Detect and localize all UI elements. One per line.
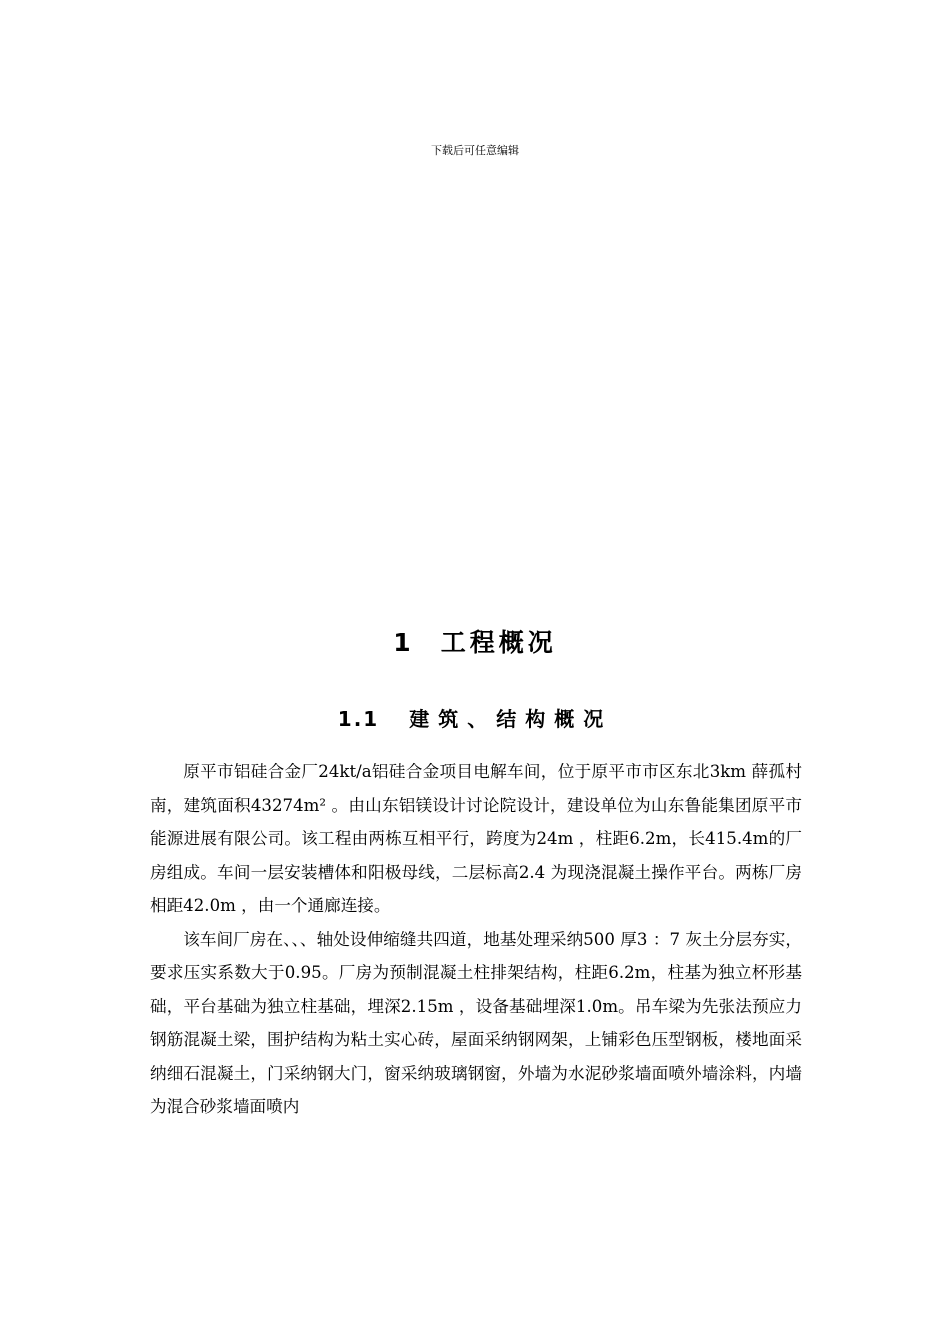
section-title-text: 建筑、结构概况 (409, 707, 613, 731)
document-body (150, 755, 802, 1124)
section-number: 1.1 (337, 707, 380, 731)
chapter-heading (0, 626, 950, 660)
section-heading (0, 704, 950, 734)
page-header-note: 下载后可任意编辑 (431, 144, 519, 157)
chapter-number: 1 (393, 628, 415, 657)
body-paragraph: 该车间厂房在、、、轴处设伸缩缝共四道，地基处理采纳500 厚3 ：7 灰土分层夯实，要求压实系数大于0.95。厂房为预制混凝土柱排架结构，柱距6.2m，柱基为独立杯形基础，平台基础为独立柱基础，埋深2.15m ，设备基础埋深1.0m。吊车梁为先张法预应力钢筋混凝土梁，围护结构为粘土实心砖，屋面采纳钢网架，上铺彩色压型钢板，楼地面采纳细石混凝土，门采纳钢大门，窗采纳玻璃钢窗，外墙为水泥砂浆墙面喷外墙涂料，内墙为混合砂浆墙面喷内 (150, 929, 802, 1116)
body-paragraph: 原平市铝硅合金厂24kt/a铝硅合金项目电解车间，位于原平市市区东北3km 薛孤村南，建筑面积43274m² 。由山东铝镁设计讨论院设计，建设单位为山东鲁能集团原平市能源进展有限公司。该工程由两栋互相平行，跨度为24m ，柱距6.2m，长415.4m的厂房组成。车间一层安装槽体和阳极母线，二层标高2.4 为现浇混凝土操作平台。两栋厂房相距42.0m ，由一个通廊连接。 (150, 762, 802, 915)
chapter-title-text: 工程概况 (440, 628, 557, 657)
